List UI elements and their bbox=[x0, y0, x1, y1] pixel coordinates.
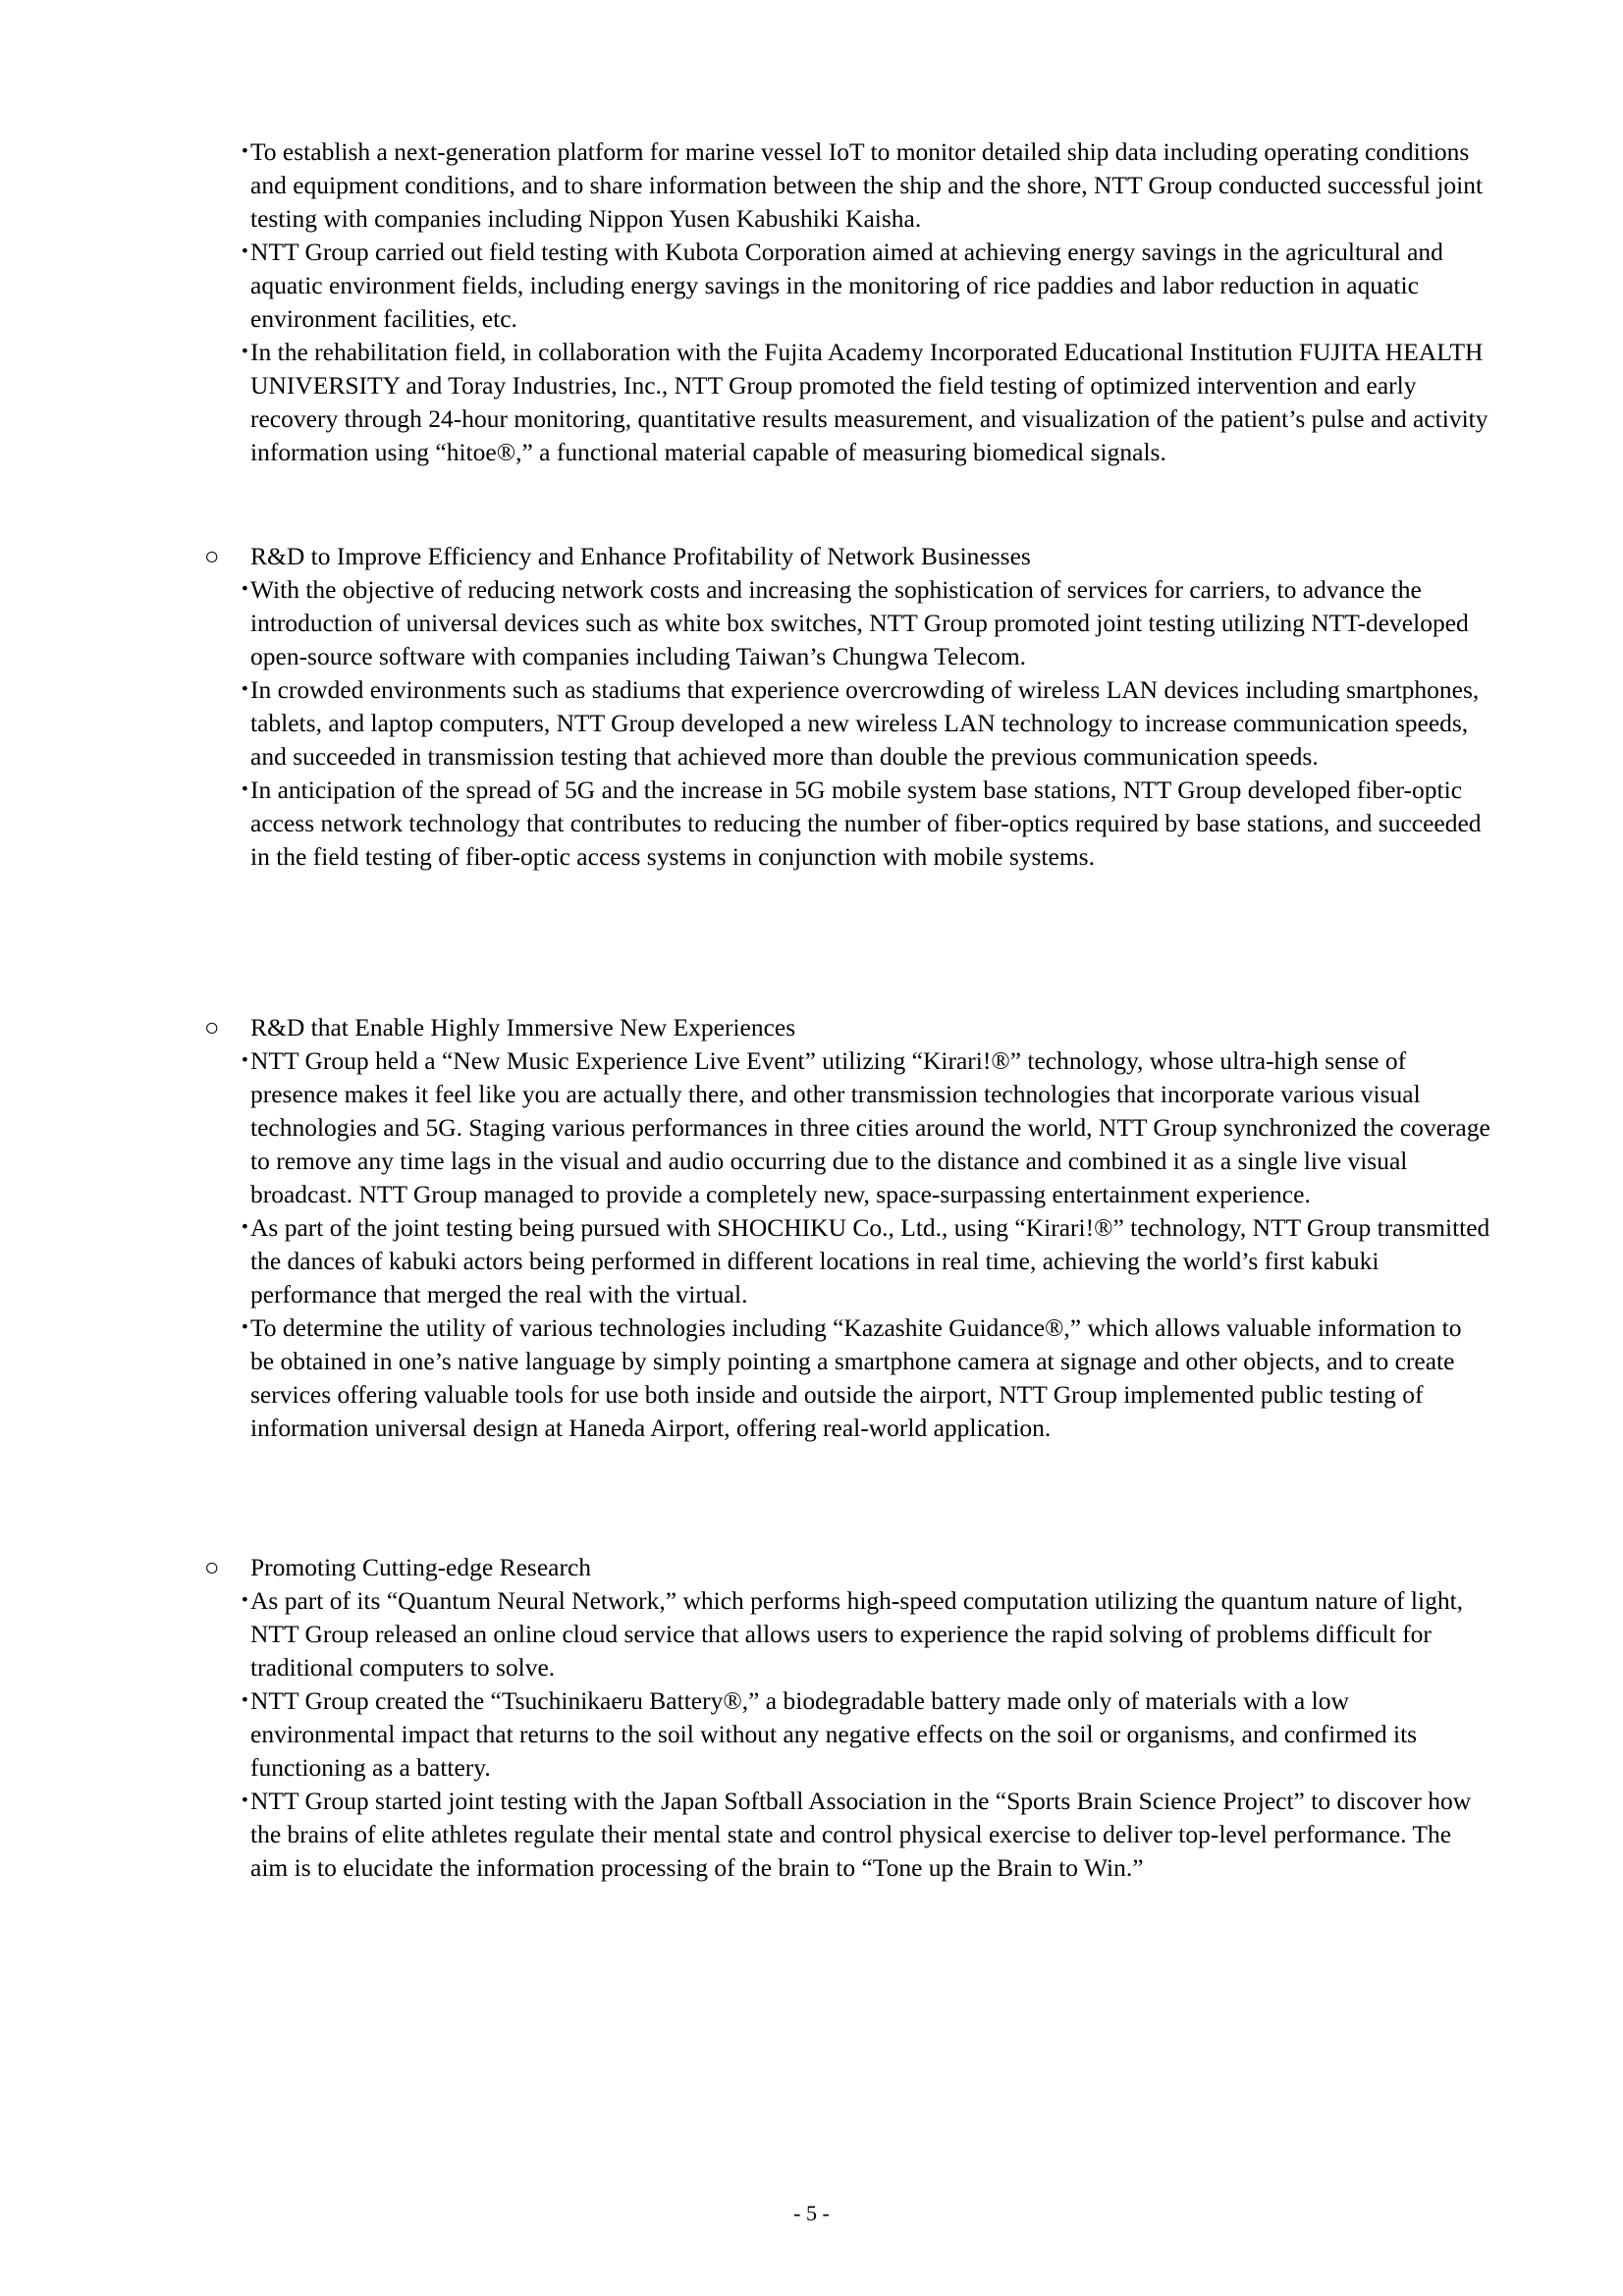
section-heading bbox=[204, 540, 1490, 573]
list-item bbox=[204, 1311, 1490, 1445]
bullet-marker: ･ bbox=[239, 1787, 251, 1815]
list-item bbox=[204, 1684, 1490, 1785]
section-cutting-edge-research bbox=[204, 1551, 1490, 1885]
bullet-marker: ･ bbox=[239, 1686, 251, 1715]
bullet-marker: ･ bbox=[239, 775, 251, 804]
list-item-text: With the objective of reducing network costs and increasing the sophistication of services for carriers, to advance the introduction of universal devices such as white box switches, NTT Group promoted joint testing utilizing NTT-developed open-source software with companies including Taiwan’s Chungwa Telecom. bbox=[250, 575, 1469, 670]
list-item-text: NTT Group created the “Tsuchinikaeru Battery®,” a biodegradable battery made only of materials with a low environmental impact that returns to the soil without any negative effects on the soil or organisms, and confirmed its functioning as a battery. bbox=[250, 1686, 1418, 1782]
section-heading bbox=[204, 1011, 1490, 1044]
section-network-efficiency bbox=[204, 540, 1490, 874]
list-item-text: To determine the utility of various technologies including “Kazashite Guidance®,” which allows valuable information to be obtained in one’s native language by simply pointing a smartphone camera at signage and other objects, and to create services offering valuable tools for use both inside and outside the airport, NTT Group implemented public testing of information universal design at Haneda Airport, offering real-world application. bbox=[250, 1313, 1462, 1442]
list-item bbox=[204, 236, 1490, 336]
list-item-text: As part of its “Quantum Neural Network,” which performs high-speed computation utilizing the quantum nature of light, NTT Group released an online cloud service that allows users to experience the rapid solving of problems difficult for traditional computers to solve. bbox=[250, 1586, 1464, 1682]
list-item bbox=[204, 1785, 1490, 1885]
bullet-marker: ･ bbox=[239, 338, 251, 366]
bullet-marker: ･ bbox=[239, 675, 251, 704]
page-number: - 5 - bbox=[793, 2201, 830, 2225]
list-item bbox=[204, 135, 1490, 236]
bullet-marker: ･ bbox=[239, 1046, 251, 1075]
section-heading-text: Promoting Cutting-edge Research bbox=[250, 1553, 592, 1581]
list-item bbox=[204, 673, 1490, 774]
intro-bullet-list bbox=[204, 135, 1490, 469]
bullet-marker: ･ bbox=[239, 1213, 251, 1242]
section-immersive-experiences bbox=[204, 1011, 1490, 1445]
list-item bbox=[204, 774, 1490, 874]
list-item bbox=[204, 1044, 1490, 1211]
circle-bullet-icon: ○ bbox=[204, 542, 220, 570]
bullet-marker: ･ bbox=[239, 137, 251, 166]
list-item-text: NTT Group held a “New Music Experience Live Event” utilizing “Kirari!®” technology, whose ultra-high sense of presence makes it feel like you are actually there, and other transmission technologies that incorporate various visual technologies and 5G. Staging various performances in three cities around the world, NTT Group synchronized the coverage to remove any time lags in the visual and audio occurring due to the distance and combined it as a single live visual broadcast. NTT Group managed to provide a completely new, space-surpassing entertainment experience. bbox=[250, 1046, 1490, 1208]
list-item bbox=[204, 336, 1490, 469]
bullet-marker: ･ bbox=[239, 1586, 251, 1615]
section-heading-text: R&D to Improve Efficiency and Enhance Profitability of Network Businesses bbox=[250, 542, 1031, 570]
list-item bbox=[204, 573, 1490, 673]
bullet-marker: ･ bbox=[239, 238, 251, 266]
bullet-marker: ･ bbox=[239, 575, 251, 604]
section-heading bbox=[204, 1551, 1490, 1584]
bullet-marker: ･ bbox=[239, 1313, 251, 1342]
list-item bbox=[204, 1584, 1490, 1684]
list-item-text: NTT Group started joint testing with the Japan Softball Association in the “Sports Brain Science Project” to discover how the brains of elite athletes regulate their mental state and control physical exercise to deliver top-level performance. The aim is to elucidate the information processing of the brain to “Tone up the Brain to Win.” bbox=[250, 1787, 1472, 1882]
list-item-text: NTT Group carried out field testing with Kubota Corporation aimed at achieving energy savings in the agricultural and aquatic environment fields, including energy savings in the monitoring of rice paddies and labor reduction in aquatic environment facilities, etc. bbox=[250, 238, 1443, 333]
circle-bullet-icon: ○ bbox=[204, 1553, 220, 1581]
list-item-text: To establish a next-generation platform for marine vessel IoT to monitor detailed ship data including operating conditions and equipment conditions, and to share information between the ship and the shore, NTT Group conducted successful joint testing with companies including Nippon Yusen Kabushiki Kaisha. bbox=[250, 137, 1484, 233]
list-item-text: In the rehabilitation field, in collaboration with the Fujita Academy Incorporated Educational Institution FUJITA HEALTH UNIVERSITY and Toray Industries, Inc., NTT Group promoted the field testing of optimized intervention and early recovery through 24-hour monitoring, quantitative results measurement, and visualization of the patient’s pulse and activity information using “hitoe®,” a functional material capable of measuring biomedical signals. bbox=[250, 338, 1488, 466]
section-heading-text: R&D that Enable Highly Immersive New Experiences bbox=[250, 1013, 796, 1041]
circle-bullet-icon: ○ bbox=[204, 1013, 220, 1041]
list-item-text: As part of the joint testing being pursued with SHOCHIKU Co., Ltd., using “Kirari!®” technology, NTT Group transmitted the dances of kabuki actors being performed in different locations in real time, achieving the world’s first kabuki performance that merged the real with the virtual. bbox=[250, 1213, 1490, 1308]
list-item-text: In anticipation of the spread of 5G and the increase in 5G mobile system base stations, NTT Group developed fiber-optic access network technology that contributes to reducing the number of fiber-optics required by base stations, and succeeded in the field testing of fiber-optic access systems in conjunction with mobile systems. bbox=[250, 775, 1482, 871]
list-item-text: In crowded environments such as stadiums that experience overcrowding of wireless LAN devices including smartphones, tablets, and laptop computers, NTT Group developed a new wireless LAN technology to increase communication speeds, and succeeded in transmission testing that achieved more than double the previous communication speeds. bbox=[250, 675, 1480, 771]
list-item bbox=[204, 1211, 1490, 1311]
